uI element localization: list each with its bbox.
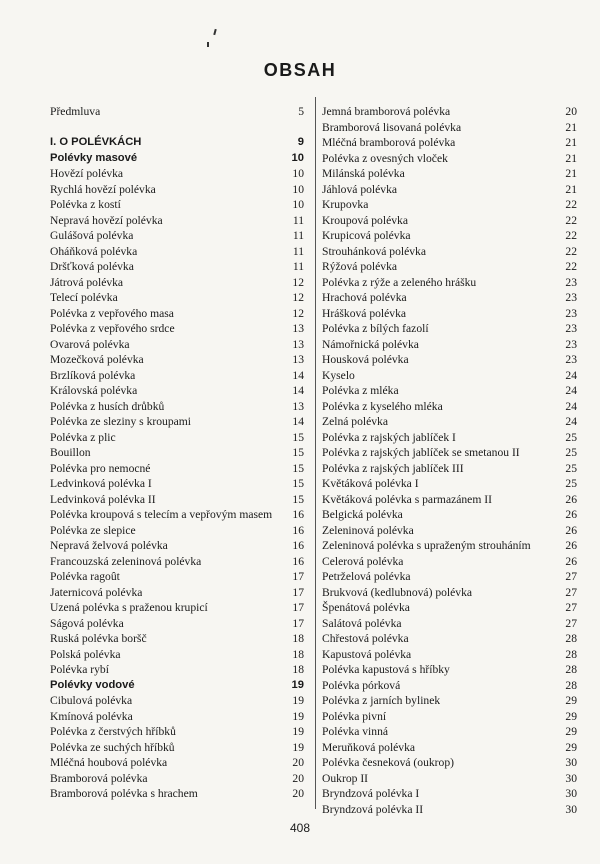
toc-entry xyxy=(50,104,304,120)
toc-entry-page: 28 xyxy=(565,632,577,645)
toc-entry xyxy=(322,647,577,663)
toc-entry-title: Bryndzová polévka I xyxy=(322,787,420,800)
toc-entry-page: 21 xyxy=(565,120,577,134)
toc-entry-page: 17 xyxy=(292,585,304,599)
toc-entry-page: 10 xyxy=(292,182,304,196)
toc-entry-page: 14 xyxy=(292,368,304,382)
toc-entry-page: 14 xyxy=(292,415,304,428)
toc-entry xyxy=(322,476,577,492)
toc-entry-title: Kapustová polévka xyxy=(322,647,412,661)
toc-entry-page: 26 xyxy=(565,492,577,506)
toc-entry-page: 26 xyxy=(565,539,577,552)
toc-entry-title: Královská polévka xyxy=(50,384,138,397)
toc-entry-title: Polská polévka xyxy=(50,647,121,661)
toc-entry-title: Polévka ze sleziny s kroupami xyxy=(50,415,192,428)
toc-entry-title: Mléčná bramborová polévka xyxy=(322,136,456,149)
toc-entry-title: Polévka z mléka xyxy=(322,384,399,397)
toc-entry xyxy=(322,321,577,337)
toc-entry-title: Milánská polévka xyxy=(322,167,405,180)
toc-entry xyxy=(50,383,304,399)
toc-entry-title: Rychlá hovězí polévka xyxy=(50,182,156,196)
toc-entry-page: 23 xyxy=(565,337,577,351)
toc-entry-title: Polévka pórková xyxy=(322,678,401,692)
toc-entry-title: Strouhánková polévka xyxy=(322,244,426,258)
toc-entry xyxy=(322,585,577,601)
toc-entry xyxy=(50,569,304,585)
toc-entry-title: Kmínová polévka xyxy=(50,709,133,723)
toc-entry xyxy=(50,445,304,461)
toc-entry-title: Jaternicová polévka xyxy=(50,585,143,599)
toc-entry-title: Bramborová lisovaná polévka xyxy=(322,120,462,134)
toc-entry xyxy=(50,507,304,523)
toc-entry xyxy=(322,104,577,120)
toc-entry-page: 10 xyxy=(292,198,304,211)
toc-entry-page: 26 xyxy=(565,554,577,568)
toc-entry-title: Krupicová polévka xyxy=(322,229,411,242)
toc-entry-page: 23 xyxy=(565,322,577,335)
toc-entry xyxy=(322,197,577,213)
toc-entry-page: 27 xyxy=(565,570,577,583)
toc-entry-page: 20 xyxy=(292,771,304,785)
toc-entry-title: Salátová polévka xyxy=(322,616,402,630)
toc-entry xyxy=(322,228,577,244)
toc-entry-title: Hovězí polévka xyxy=(50,167,124,180)
toc-entry xyxy=(50,352,304,368)
toc-entry-page: 14 xyxy=(292,384,304,397)
toc-entry-page: 20 xyxy=(292,756,304,769)
toc-entry xyxy=(322,259,577,275)
toc-entry xyxy=(50,414,304,430)
toc-entry-title: Francouzská zeleninová polévka xyxy=(50,554,202,568)
toc-entry xyxy=(322,786,577,802)
ink-mark xyxy=(207,42,209,47)
toc-entry-page: 24 xyxy=(565,415,577,428)
toc-entry-title: Belgická polévka xyxy=(322,508,403,521)
toc-entry-title: Polévka z vepřového masa xyxy=(50,306,174,320)
toc-entry-page: 10 xyxy=(292,167,304,180)
toc-entry xyxy=(50,461,304,477)
toc-entry-page: 28 xyxy=(565,647,577,661)
toc-entry-title: Mozečková polévka xyxy=(50,353,144,366)
toc-entry-page: 30 xyxy=(565,771,577,785)
toc-entry-title: Bryndzová polévka II xyxy=(322,802,424,816)
toc-entry-page: 23 xyxy=(565,306,577,320)
toc-entry xyxy=(50,492,304,508)
toc-entry-title: Polévka z čerstvých hříbků xyxy=(50,725,176,738)
toc-entry xyxy=(50,554,304,570)
toc-entry-title: Polévka z husích drůbků xyxy=(50,399,165,413)
toc-entry xyxy=(50,213,304,229)
toc-entry xyxy=(50,166,304,182)
toc-entry-page: 26 xyxy=(565,508,577,521)
toc-entry xyxy=(322,120,577,136)
toc-entry-title: Námořnická polévka xyxy=(322,337,419,351)
toc-entry-page: 12 xyxy=(292,306,304,320)
toc-entry xyxy=(50,523,304,539)
toc-entry-title: Jáhlová polévka xyxy=(322,182,398,196)
toc-entry xyxy=(322,151,577,167)
toc-entry xyxy=(50,337,304,353)
toc-entry-page: 27 xyxy=(565,585,577,599)
toc-entry-title: Housková polévka xyxy=(322,353,409,366)
toc-entry-page: 22 xyxy=(565,198,577,211)
toc-entry xyxy=(322,771,577,787)
toc-entry-title: Brzlíková polévka xyxy=(50,368,136,382)
toc-entry-title: Telecí polévka xyxy=(50,291,118,304)
toc-entry-title: Rýžová polévka xyxy=(322,260,398,273)
toc-entry-title: Polévka pro nemocné xyxy=(50,461,151,475)
toc-entry-page: 19 xyxy=(292,725,304,738)
toc-entry-page: 13 xyxy=(292,353,304,366)
toc-entry-page: 15 xyxy=(292,477,304,490)
toc-entry-title: Polévka z rýže a zeleného hrášku xyxy=(322,275,477,289)
toc-entry xyxy=(50,197,304,213)
toc-entry-page: 15 xyxy=(292,492,304,506)
toc-entry-title: Polévka z jarních bylinek xyxy=(322,694,441,707)
toc-entry-page: 21 xyxy=(565,167,577,180)
page-number: 408 xyxy=(289,821,311,835)
toc-entry xyxy=(50,321,304,337)
toc-entry xyxy=(50,616,304,632)
toc-entry-page: 30 xyxy=(565,802,577,816)
toc-entry xyxy=(322,166,577,182)
toc-entry-page: 18 xyxy=(292,663,304,676)
toc-entry xyxy=(322,430,577,446)
toc-entry-page: 25 xyxy=(565,461,577,475)
toc-entry xyxy=(50,228,304,244)
toc-entry xyxy=(322,693,577,709)
toc-entry-title: Předmluva xyxy=(50,105,101,118)
toc-entry-page: 11 xyxy=(292,213,304,227)
toc-entry-title: Ságová polévka xyxy=(50,616,124,630)
toc-entry xyxy=(322,213,577,229)
toc-entry xyxy=(322,399,577,415)
toc-entry xyxy=(50,585,304,601)
toc-entry-title: Hrachová polévka xyxy=(322,291,407,304)
toc-entry-page: 16 xyxy=(292,508,304,521)
toc-entry-title: Polévky vodové xyxy=(50,678,135,691)
toc-entry-page: 25 xyxy=(565,477,577,490)
column-divider xyxy=(315,97,316,809)
toc-entry-title: Polévka ragoût xyxy=(50,570,120,583)
toc-entry-title: Kroupová polévka xyxy=(322,213,408,227)
toc-entry-title: Polévky masové xyxy=(50,151,138,164)
toc-entry-page: 29 xyxy=(565,694,577,707)
toc-entry xyxy=(50,306,304,322)
toc-entry-page: 29 xyxy=(565,740,577,754)
toc-entry xyxy=(322,135,577,151)
toc-entry-page: 25 xyxy=(565,430,577,444)
toc-entry-page: 20 xyxy=(292,787,304,800)
toc-entry-page: 19 xyxy=(291,678,304,691)
toc-entry-title: Nepravá hovězí polévka xyxy=(50,213,163,227)
toc-entry-title: Zeleninová polévka xyxy=(322,523,414,537)
toc-entry xyxy=(50,771,304,787)
toc-entry-page: 15 xyxy=(292,430,304,444)
toc-entry xyxy=(322,662,577,678)
toc-entry xyxy=(50,709,304,725)
toc-entry xyxy=(322,600,577,616)
toc-entry-page: 29 xyxy=(565,725,577,738)
toc-entry xyxy=(322,383,577,399)
toc-entry-title: Mléčná houbová polévka xyxy=(50,756,168,769)
toc-entry-page: 30 xyxy=(565,787,577,800)
toc-entry xyxy=(50,693,304,709)
toc-entry-title: Cibulová polévka xyxy=(50,694,133,707)
toc-entry-page: 24 xyxy=(565,399,577,413)
toc-entry xyxy=(322,724,577,740)
toc-entry xyxy=(50,368,304,384)
toc-entry-title: Polévka z plic xyxy=(50,430,116,444)
toc-entry xyxy=(50,755,304,771)
toc-entry-title: Polévka ze suchých hříbků xyxy=(50,740,175,754)
toc-entry-title: Chřestová polévka xyxy=(322,632,409,645)
toc-entry xyxy=(322,492,577,508)
toc-entry-page: 19 xyxy=(292,694,304,707)
toc-entry-title: Polévka z bílých fazolí xyxy=(322,322,429,335)
toc-entry-page: 13 xyxy=(292,322,304,335)
toc-entry-title: Zeleninová polévka s upraženým strouháním xyxy=(322,539,531,552)
toc-right-column xyxy=(322,104,577,817)
toc-entry-title: Zelná polévka xyxy=(322,415,388,428)
toc-entry-title: Ovarová polévka xyxy=(50,337,130,351)
toc-entry xyxy=(322,507,577,523)
toc-entry xyxy=(50,182,304,198)
toc-entry-title: Hrášková polévka xyxy=(322,306,407,320)
toc-entry-title: Polévka z vepřového srdce xyxy=(50,322,175,335)
toc-entry-page: 15 xyxy=(292,461,304,475)
toc-entry-page: 23 xyxy=(565,275,577,289)
toc-entry-page: 21 xyxy=(565,136,577,149)
toc-entry-page: 30 xyxy=(565,756,577,769)
toc-entry xyxy=(50,290,304,306)
toc-entry-page: 18 xyxy=(292,632,304,645)
toc-entry-page: 29 xyxy=(565,709,577,723)
toc-entry-page: 17 xyxy=(292,570,304,583)
toc-entry xyxy=(322,740,577,756)
toc-entry-page: 22 xyxy=(565,244,577,258)
toc-entry-page: 12 xyxy=(292,291,304,304)
toc-entry-page: 19 xyxy=(292,709,304,723)
toc-entry-page: 22 xyxy=(565,213,577,227)
toc-entry-title: Špenátová polévka xyxy=(322,601,410,614)
toc-section-heading xyxy=(50,135,304,151)
page-title: OBSAH xyxy=(263,60,337,80)
toc-entry-title: Uzená polévka s praženou krupicí xyxy=(50,601,208,614)
toc-entry xyxy=(50,538,304,554)
toc-entry-title: Kyselo xyxy=(322,368,355,382)
toc-entry-title: Gulášová polévka xyxy=(50,229,134,242)
toc-entry-title: Polévka z rajských jablíček III xyxy=(322,461,464,475)
toc-section-heading xyxy=(50,151,304,167)
toc-entry-title: Meruňková polévka xyxy=(322,740,416,754)
toc-entry-title: Petrželová polévka xyxy=(322,570,411,583)
toc-entry xyxy=(322,461,577,477)
toc-entry-title: Bramborová polévka xyxy=(50,771,148,785)
toc-entry-title: Květáková polévka I xyxy=(322,477,419,490)
toc-entry xyxy=(322,709,577,725)
toc-entry xyxy=(322,290,577,306)
toc-entry-title: Polévka ze slepice xyxy=(50,523,136,537)
toc-entry-title: Bramborová polévka s hrachem xyxy=(50,787,198,800)
toc-entry xyxy=(322,275,577,291)
toc-entry xyxy=(322,368,577,384)
toc-entry xyxy=(50,662,304,678)
toc-entry-page: 21 xyxy=(565,182,577,196)
toc-entry-page: 11 xyxy=(292,260,304,273)
toc-entry-page: 27 xyxy=(565,616,577,630)
toc-entry xyxy=(50,275,304,291)
toc-entry-page: 28 xyxy=(565,663,577,676)
toc-entry-title: Oukrop II xyxy=(322,771,369,785)
toc-entry xyxy=(50,647,304,663)
toc-entry xyxy=(322,616,577,632)
toc-entry-title: Játrová polévka xyxy=(50,275,124,289)
toc-entry-title: Polévka rybí xyxy=(50,663,109,676)
toc-entry-title: Polévka kapustová s hříbky xyxy=(322,663,450,676)
toc-entry-title: Polévka vinná xyxy=(322,725,389,738)
toc-entry-page: 17 xyxy=(292,601,304,614)
toc-entry xyxy=(50,631,304,647)
toc-entry-page: 13 xyxy=(292,399,304,413)
toc-entry xyxy=(322,569,577,585)
toc-entry-title: Polévka z kostí xyxy=(50,198,121,211)
toc-entry-title: Polévka z kyselého mléka xyxy=(322,399,443,413)
toc-entry-page: 12 xyxy=(292,275,304,289)
toc-entry-title: Polévka z rajských jablíček se smetanou II xyxy=(322,446,520,459)
toc-entry-title: Ruská polévka boršč xyxy=(50,632,147,645)
toc-entry-page: 24 xyxy=(565,368,577,382)
toc-entry-title: Krupovka xyxy=(322,198,369,211)
toc-entry xyxy=(50,259,304,275)
toc-entry xyxy=(322,352,577,368)
toc-entry-title: Polévka česneková (oukrop) xyxy=(322,756,454,769)
toc-entry-page: 16 xyxy=(292,554,304,568)
toc-entry-page: 18 xyxy=(292,647,304,661)
toc-entry xyxy=(50,476,304,492)
toc-entry-page: 9 xyxy=(297,136,304,148)
toc-left-column xyxy=(50,104,304,802)
toc-entry xyxy=(50,244,304,260)
toc-spacer xyxy=(50,120,304,136)
toc-entry-title: Polévka kroupová s telecím a vepřovým masem xyxy=(50,508,273,521)
toc-entry-title: Oháňková polévka xyxy=(50,244,138,258)
toc-entry xyxy=(50,724,304,740)
toc-entry xyxy=(50,786,304,802)
toc-entry-title: Brukvová (kedlubnová) polévka xyxy=(322,585,473,599)
toc-entry xyxy=(50,399,304,415)
toc-entry-page: 24 xyxy=(565,384,577,397)
toc-entry-title: Ledvinková polévka I xyxy=(50,477,152,490)
toc-entry-page: 11 xyxy=(292,229,304,242)
toc-entry-title: Dršťková polévka xyxy=(50,260,134,273)
toc-entry-page: 23 xyxy=(565,291,577,304)
toc-entry-page: 26 xyxy=(565,523,577,537)
toc-entry-title: Polévka z rajských jablíček I xyxy=(322,430,456,444)
toc-section-heading xyxy=(50,678,304,694)
toc-entry xyxy=(322,244,577,260)
toc-entry-page: 20 xyxy=(565,105,577,118)
toc-entry-page: 13 xyxy=(292,337,304,351)
toc-entry-page: 17 xyxy=(292,616,304,630)
toc-entry-page: 10 xyxy=(291,151,304,164)
toc-entry-page: 25 xyxy=(565,446,577,459)
toc-entry-page: 15 xyxy=(292,446,304,459)
toc-entry-page: 28 xyxy=(565,678,577,692)
toc-entry-page: 11 xyxy=(292,244,304,258)
toc-entry xyxy=(322,554,577,570)
toc-entry-page: 21 xyxy=(565,151,577,165)
toc-entry-page: 19 xyxy=(292,740,304,754)
toc-entry xyxy=(322,678,577,694)
toc-entry xyxy=(322,523,577,539)
toc-entry xyxy=(50,600,304,616)
toc-entry xyxy=(322,755,577,771)
toc-entry-title: Květáková polévka s parmazánem II xyxy=(322,492,492,506)
toc-entry-title: Celerová polévka xyxy=(322,554,404,568)
toc-entry-title: Jemná bramborová polévka xyxy=(322,105,451,118)
toc-entry-page: 16 xyxy=(292,523,304,537)
toc-entry-title: Ledvinková polévka II xyxy=(50,492,156,506)
toc-entry-page: 5 xyxy=(298,105,304,118)
toc-entry xyxy=(322,445,577,461)
toc-entry-page: 16 xyxy=(292,539,304,552)
toc-entry xyxy=(322,802,577,818)
toc-entry-title: Polévka pivní xyxy=(322,709,387,723)
toc-entry-title: Polévka z ovesných vloček xyxy=(322,151,448,165)
toc-entry-page: 27 xyxy=(565,601,577,614)
toc-entry-page: 22 xyxy=(565,260,577,273)
toc-entry-title: I. O POLÉVKÁCH xyxy=(50,136,142,148)
toc-entry xyxy=(322,631,577,647)
ink-mark xyxy=(213,29,216,35)
toc-entry xyxy=(322,414,577,430)
toc-entry xyxy=(322,538,577,554)
toc-entry xyxy=(322,182,577,198)
toc-entry xyxy=(50,430,304,446)
toc-entry-title: Bouillon xyxy=(50,446,91,459)
toc-entry-title: Nepravá želvová polévka xyxy=(50,539,168,552)
toc-entry-page: 23 xyxy=(565,353,577,366)
toc-entry xyxy=(322,337,577,353)
toc-entry-page: 22 xyxy=(565,229,577,242)
toc-entry xyxy=(50,740,304,756)
toc-entry xyxy=(322,306,577,322)
